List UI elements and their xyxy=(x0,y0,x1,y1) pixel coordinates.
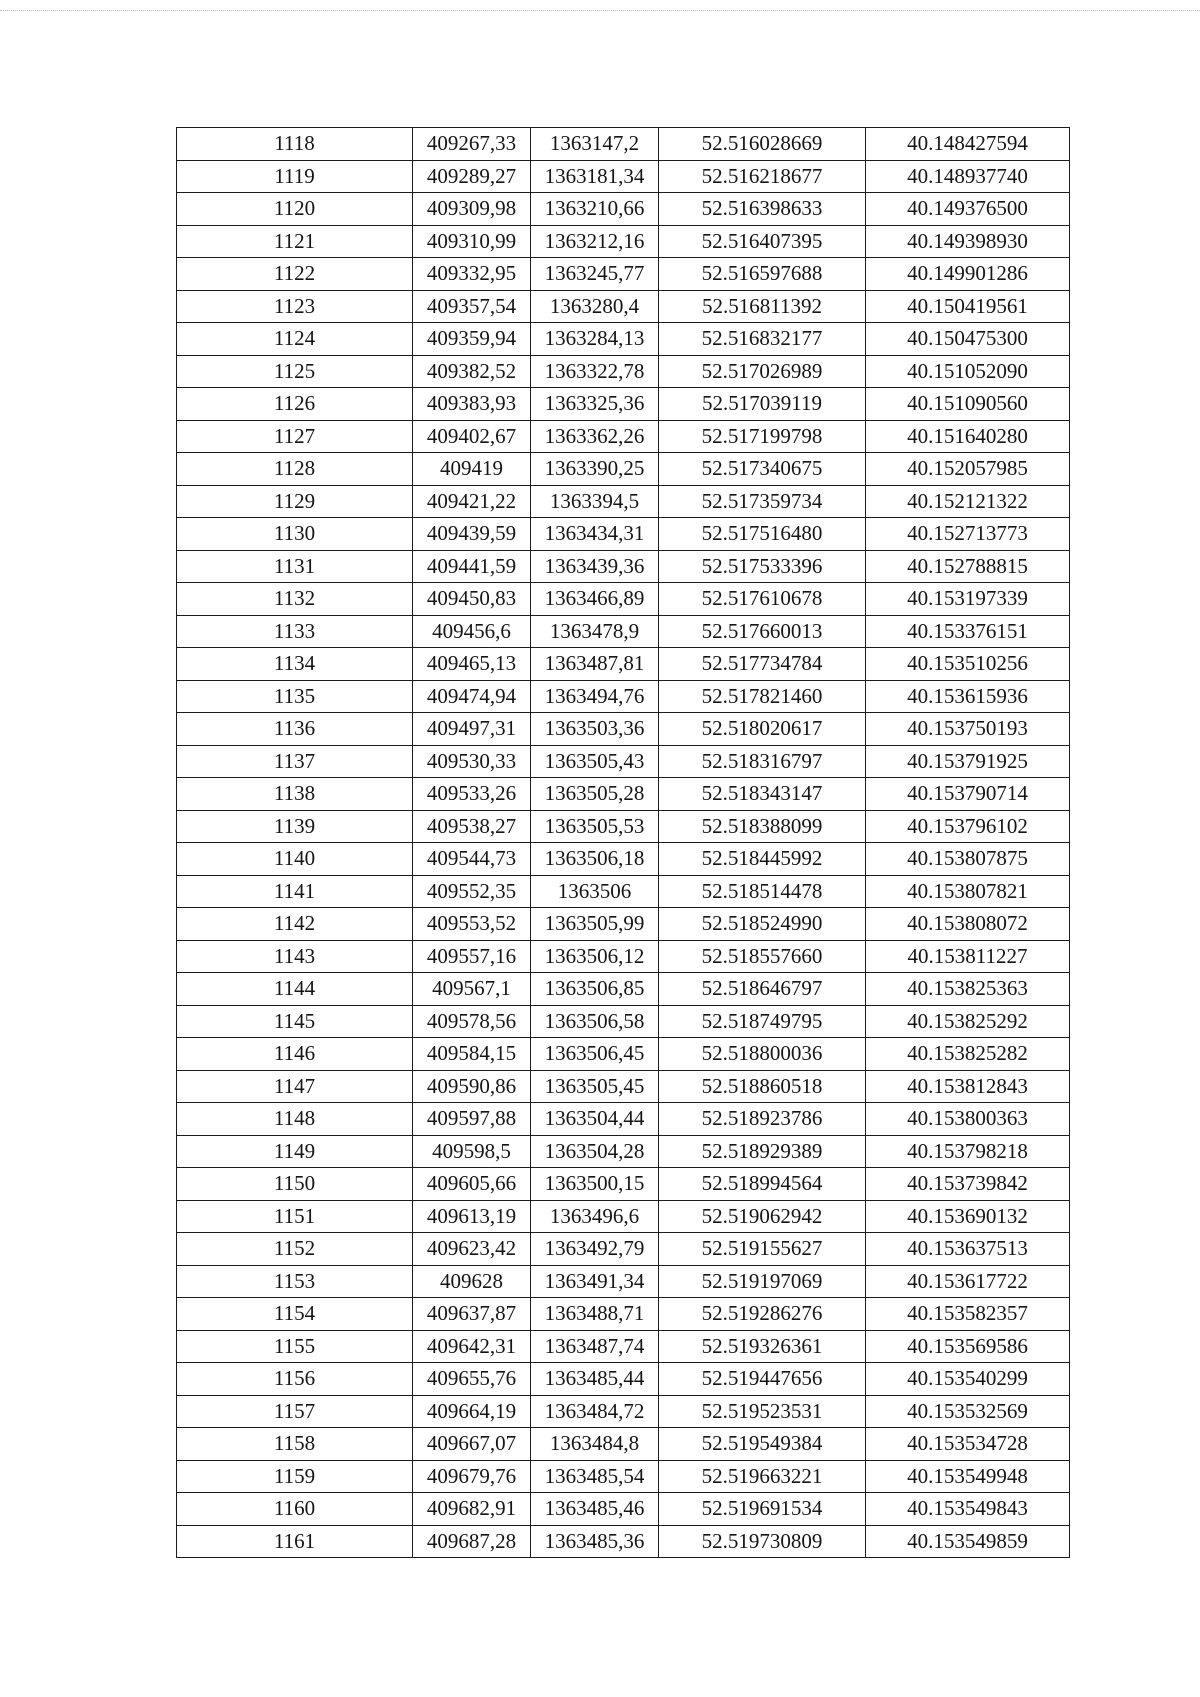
point-number-cell: 1151 xyxy=(177,1200,413,1233)
x-coordinate-cell: 409441,59 xyxy=(413,550,531,583)
longitude-cell: 40.153750193 xyxy=(866,713,1070,746)
point-number-cell: 1140 xyxy=(177,843,413,876)
point-number-cell: 1149 xyxy=(177,1135,413,1168)
point-number-cell: 1160 xyxy=(177,1493,413,1526)
longitude-cell: 40.153812843 xyxy=(866,1070,1070,1103)
longitude-cell: 40.150419561 xyxy=(866,290,1070,323)
y-coordinate-cell: 1363491,34 xyxy=(531,1265,659,1298)
table-row xyxy=(177,908,1070,941)
x-coordinate-cell: 409421,22 xyxy=(413,485,531,518)
table-row xyxy=(177,940,1070,973)
x-coordinate-cell: 409530,33 xyxy=(413,745,531,778)
point-number-cell: 1142 xyxy=(177,908,413,941)
point-number-cell: 1153 xyxy=(177,1265,413,1298)
y-coordinate-cell: 1363505,53 xyxy=(531,810,659,843)
latitude-cell: 52.518316797 xyxy=(659,745,866,778)
y-coordinate-cell: 1363434,31 xyxy=(531,518,659,551)
x-coordinate-cell: 409419 xyxy=(413,453,531,486)
latitude-cell: 52.519197069 xyxy=(659,1265,866,1298)
latitude-cell: 52.517199798 xyxy=(659,420,866,453)
latitude-cell: 52.518646797 xyxy=(659,973,866,1006)
longitude-cell: 40.152057985 xyxy=(866,453,1070,486)
latitude-cell: 52.516407395 xyxy=(659,225,866,258)
latitude-cell: 52.517610678 xyxy=(659,583,866,616)
table-row xyxy=(177,1330,1070,1363)
point-number-cell: 1146 xyxy=(177,1038,413,1071)
longitude-cell: 40.153197339 xyxy=(866,583,1070,616)
x-coordinate-cell: 409497,31 xyxy=(413,713,531,746)
x-coordinate-cell: 409553,52 xyxy=(413,908,531,941)
table-row xyxy=(177,1233,1070,1266)
longitude-cell: 40.153807875 xyxy=(866,843,1070,876)
latitude-cell: 52.518800036 xyxy=(659,1038,866,1071)
latitude-cell: 52.517340675 xyxy=(659,453,866,486)
table-row xyxy=(177,680,1070,713)
table-row xyxy=(177,648,1070,681)
latitude-cell: 52.518557660 xyxy=(659,940,866,973)
table-row xyxy=(177,1363,1070,1396)
point-number-cell: 1131 xyxy=(177,550,413,583)
y-coordinate-cell: 1363280,4 xyxy=(531,290,659,323)
longitude-cell: 40.153811227 xyxy=(866,940,1070,973)
table-row xyxy=(177,388,1070,421)
longitude-cell: 40.153825292 xyxy=(866,1005,1070,1038)
x-coordinate-cell: 409267,33 xyxy=(413,128,531,161)
y-coordinate-cell: 1363506,12 xyxy=(531,940,659,973)
point-number-cell: 1154 xyxy=(177,1298,413,1331)
latitude-cell: 52.518923786 xyxy=(659,1103,866,1136)
latitude-cell: 52.517533396 xyxy=(659,550,866,583)
point-number-cell: 1161 xyxy=(177,1525,413,1558)
latitude-cell: 52.517026989 xyxy=(659,355,866,388)
longitude-cell: 40.153825282 xyxy=(866,1038,1070,1071)
coordinates-table-body xyxy=(177,128,1070,1558)
latitude-cell: 52.519286276 xyxy=(659,1298,866,1331)
latitude-cell: 52.519523531 xyxy=(659,1395,866,1428)
x-coordinate-cell: 409402,67 xyxy=(413,420,531,453)
table-row xyxy=(177,1265,1070,1298)
longitude-cell: 40.151640280 xyxy=(866,420,1070,453)
longitude-cell: 40.148937740 xyxy=(866,160,1070,193)
latitude-cell: 52.518524990 xyxy=(659,908,866,941)
latitude-cell: 52.517660013 xyxy=(659,615,866,648)
table-row xyxy=(177,518,1070,551)
x-coordinate-cell: 409465,13 xyxy=(413,648,531,681)
table-row xyxy=(177,875,1070,908)
x-coordinate-cell: 409578,56 xyxy=(413,1005,531,1038)
point-number-cell: 1135 xyxy=(177,680,413,713)
point-number-cell: 1132 xyxy=(177,583,413,616)
y-coordinate-cell: 1363485,36 xyxy=(531,1525,659,1558)
point-number-cell: 1120 xyxy=(177,193,413,226)
longitude-cell: 40.153808072 xyxy=(866,908,1070,941)
table-row xyxy=(177,1428,1070,1461)
point-number-cell: 1124 xyxy=(177,323,413,356)
table-row xyxy=(177,550,1070,583)
longitude-cell: 40.153798218 xyxy=(866,1135,1070,1168)
table-row xyxy=(177,1493,1070,1526)
longitude-cell: 40.153549948 xyxy=(866,1460,1070,1493)
table-row xyxy=(177,1460,1070,1493)
table-row xyxy=(177,453,1070,486)
y-coordinate-cell: 1363181,34 xyxy=(531,160,659,193)
y-coordinate-cell: 1363487,81 xyxy=(531,648,659,681)
longitude-cell: 40.151052090 xyxy=(866,355,1070,388)
point-number-cell: 1136 xyxy=(177,713,413,746)
table-row xyxy=(177,1135,1070,1168)
longitude-cell: 40.153582357 xyxy=(866,1298,1070,1331)
point-number-cell: 1121 xyxy=(177,225,413,258)
longitude-cell: 40.149376500 xyxy=(866,193,1070,226)
table-row xyxy=(177,615,1070,648)
longitude-cell: 40.151090560 xyxy=(866,388,1070,421)
longitude-cell: 40.153800363 xyxy=(866,1103,1070,1136)
table-row xyxy=(177,1070,1070,1103)
latitude-cell: 52.517516480 xyxy=(659,518,866,551)
x-coordinate-cell: 409557,16 xyxy=(413,940,531,973)
table-row xyxy=(177,193,1070,226)
point-number-cell: 1157 xyxy=(177,1395,413,1428)
x-coordinate-cell: 409655,76 xyxy=(413,1363,531,1396)
x-coordinate-cell: 409598,5 xyxy=(413,1135,531,1168)
x-coordinate-cell: 409439,59 xyxy=(413,518,531,551)
x-coordinate-cell: 409590,86 xyxy=(413,1070,531,1103)
table-row xyxy=(177,583,1070,616)
longitude-cell: 40.153549843 xyxy=(866,1493,1070,1526)
point-number-cell: 1152 xyxy=(177,1233,413,1266)
y-coordinate-cell: 1363485,54 xyxy=(531,1460,659,1493)
point-number-cell: 1130 xyxy=(177,518,413,551)
point-number-cell: 1123 xyxy=(177,290,413,323)
longitude-cell: 40.153376151 xyxy=(866,615,1070,648)
y-coordinate-cell: 1363487,74 xyxy=(531,1330,659,1363)
x-coordinate-cell: 409538,27 xyxy=(413,810,531,843)
latitude-cell: 52.518445992 xyxy=(659,843,866,876)
x-coordinate-cell: 409667,07 xyxy=(413,1428,531,1461)
y-coordinate-cell: 1363322,78 xyxy=(531,355,659,388)
latitude-cell: 52.517821460 xyxy=(659,680,866,713)
latitude-cell: 52.518388099 xyxy=(659,810,866,843)
longitude-cell: 40.152788815 xyxy=(866,550,1070,583)
latitude-cell: 52.519155627 xyxy=(659,1233,866,1266)
y-coordinate-cell: 1363506,85 xyxy=(531,973,659,1006)
x-coordinate-cell: 409544,73 xyxy=(413,843,531,876)
y-coordinate-cell: 1363505,45 xyxy=(531,1070,659,1103)
y-coordinate-cell: 1363503,36 xyxy=(531,713,659,746)
point-number-cell: 1137 xyxy=(177,745,413,778)
latitude-cell: 52.518860518 xyxy=(659,1070,866,1103)
y-coordinate-cell: 1363492,79 xyxy=(531,1233,659,1266)
x-coordinate-cell: 409642,31 xyxy=(413,1330,531,1363)
table-row xyxy=(177,778,1070,811)
latitude-cell: 52.519326361 xyxy=(659,1330,866,1363)
latitude-cell: 52.518749795 xyxy=(659,1005,866,1038)
longitude-cell: 40.153796102 xyxy=(866,810,1070,843)
point-number-cell: 1128 xyxy=(177,453,413,486)
y-coordinate-cell: 1363390,25 xyxy=(531,453,659,486)
longitude-cell: 40.153790714 xyxy=(866,778,1070,811)
x-coordinate-cell: 409605,66 xyxy=(413,1168,531,1201)
table-row xyxy=(177,1395,1070,1428)
x-coordinate-cell: 409309,98 xyxy=(413,193,531,226)
x-coordinate-cell: 409552,35 xyxy=(413,875,531,908)
table-row xyxy=(177,1005,1070,1038)
table-row xyxy=(177,160,1070,193)
table-row xyxy=(177,258,1070,291)
latitude-cell: 52.516832177 xyxy=(659,323,866,356)
longitude-cell: 40.153569586 xyxy=(866,1330,1070,1363)
point-number-cell: 1139 xyxy=(177,810,413,843)
longitude-cell: 40.153534728 xyxy=(866,1428,1070,1461)
x-coordinate-cell: 409687,28 xyxy=(413,1525,531,1558)
y-coordinate-cell: 1363284,13 xyxy=(531,323,659,356)
longitude-cell: 40.153690132 xyxy=(866,1200,1070,1233)
table-row xyxy=(177,1525,1070,1558)
point-number-cell: 1155 xyxy=(177,1330,413,1363)
x-coordinate-cell: 409289,27 xyxy=(413,160,531,193)
y-coordinate-cell: 1363505,43 xyxy=(531,745,659,778)
y-coordinate-cell: 1363147,2 xyxy=(531,128,659,161)
y-coordinate-cell: 1363485,46 xyxy=(531,1493,659,1526)
x-coordinate-cell: 409623,42 xyxy=(413,1233,531,1266)
table-row xyxy=(177,713,1070,746)
table-row xyxy=(177,355,1070,388)
longitude-cell: 40.153825363 xyxy=(866,973,1070,1006)
x-coordinate-cell: 409450,83 xyxy=(413,583,531,616)
longitude-cell: 40.149398930 xyxy=(866,225,1070,258)
point-number-cell: 1159 xyxy=(177,1460,413,1493)
latitude-cell: 52.516597688 xyxy=(659,258,866,291)
y-coordinate-cell: 1363212,16 xyxy=(531,225,659,258)
y-coordinate-cell: 1363210,66 xyxy=(531,193,659,226)
table-row xyxy=(177,485,1070,518)
y-coordinate-cell: 1363505,28 xyxy=(531,778,659,811)
x-coordinate-cell: 409332,95 xyxy=(413,258,531,291)
point-number-cell: 1156 xyxy=(177,1363,413,1396)
latitude-cell: 52.519549384 xyxy=(659,1428,866,1461)
table-row xyxy=(177,745,1070,778)
longitude-cell: 40.149901286 xyxy=(866,258,1070,291)
latitude-cell: 52.518020617 xyxy=(659,713,866,746)
longitude-cell: 40.153510256 xyxy=(866,648,1070,681)
y-coordinate-cell: 1363494,76 xyxy=(531,680,659,713)
longitude-cell: 40.152713773 xyxy=(866,518,1070,551)
table-row xyxy=(177,128,1070,161)
y-coordinate-cell: 1363325,36 xyxy=(531,388,659,421)
x-coordinate-cell: 409310,99 xyxy=(413,225,531,258)
latitude-cell: 52.519730809 xyxy=(659,1525,866,1558)
longitude-cell: 40.153615936 xyxy=(866,680,1070,713)
y-coordinate-cell: 1363484,72 xyxy=(531,1395,659,1428)
latitude-cell: 52.518343147 xyxy=(659,778,866,811)
point-number-cell: 1141 xyxy=(177,875,413,908)
x-coordinate-cell: 409664,19 xyxy=(413,1395,531,1428)
point-number-cell: 1138 xyxy=(177,778,413,811)
point-number-cell: 1158 xyxy=(177,1428,413,1461)
y-coordinate-cell: 1363485,44 xyxy=(531,1363,659,1396)
latitude-cell: 52.519663221 xyxy=(659,1460,866,1493)
latitude-cell: 52.517359734 xyxy=(659,485,866,518)
x-coordinate-cell: 409584,15 xyxy=(413,1038,531,1071)
x-coordinate-cell: 409382,52 xyxy=(413,355,531,388)
table-row xyxy=(177,420,1070,453)
y-coordinate-cell: 1363439,36 xyxy=(531,550,659,583)
x-coordinate-cell: 409474,94 xyxy=(413,680,531,713)
x-coordinate-cell: 409533,26 xyxy=(413,778,531,811)
point-number-cell: 1150 xyxy=(177,1168,413,1201)
x-coordinate-cell: 409682,91 xyxy=(413,1493,531,1526)
coordinates-table xyxy=(176,127,1070,1558)
point-number-cell: 1134 xyxy=(177,648,413,681)
x-coordinate-cell: 409567,1 xyxy=(413,973,531,1006)
longitude-cell: 40.153791925 xyxy=(866,745,1070,778)
x-coordinate-cell: 409383,93 xyxy=(413,388,531,421)
longitude-cell: 40.153637513 xyxy=(866,1233,1070,1266)
y-coordinate-cell: 1363500,15 xyxy=(531,1168,659,1201)
y-coordinate-cell: 1363496,6 xyxy=(531,1200,659,1233)
latitude-cell: 52.516811392 xyxy=(659,290,866,323)
y-coordinate-cell: 1363466,89 xyxy=(531,583,659,616)
longitude-cell: 40.153540299 xyxy=(866,1363,1070,1396)
x-coordinate-cell: 409357,54 xyxy=(413,290,531,323)
point-number-cell: 1133 xyxy=(177,615,413,648)
point-number-cell: 1122 xyxy=(177,258,413,291)
table-row xyxy=(177,1200,1070,1233)
y-coordinate-cell: 1363245,77 xyxy=(531,258,659,291)
y-coordinate-cell: 1363394,5 xyxy=(531,485,659,518)
latitude-cell: 52.517734784 xyxy=(659,648,866,681)
latitude-cell: 52.519447656 xyxy=(659,1363,866,1396)
y-coordinate-cell: 1363504,28 xyxy=(531,1135,659,1168)
point-number-cell: 1148 xyxy=(177,1103,413,1136)
latitude-cell: 52.516218677 xyxy=(659,160,866,193)
longitude-cell: 40.153532569 xyxy=(866,1395,1070,1428)
x-coordinate-cell: 409613,19 xyxy=(413,1200,531,1233)
latitude-cell: 52.518514478 xyxy=(659,875,866,908)
longitude-cell: 40.153807821 xyxy=(866,875,1070,908)
table-row xyxy=(177,290,1070,323)
x-coordinate-cell: 409679,76 xyxy=(413,1460,531,1493)
latitude-cell: 52.519691534 xyxy=(659,1493,866,1526)
y-coordinate-cell: 1363506,58 xyxy=(531,1005,659,1038)
point-number-cell: 1147 xyxy=(177,1070,413,1103)
y-coordinate-cell: 1363362,26 xyxy=(531,420,659,453)
latitude-cell: 52.518929389 xyxy=(659,1135,866,1168)
y-coordinate-cell: 1363488,71 xyxy=(531,1298,659,1331)
y-coordinate-cell: 1363506 xyxy=(531,875,659,908)
x-coordinate-cell: 409359,94 xyxy=(413,323,531,356)
table-row xyxy=(177,323,1070,356)
point-number-cell: 1119 xyxy=(177,160,413,193)
point-number-cell: 1143 xyxy=(177,940,413,973)
point-number-cell: 1145 xyxy=(177,1005,413,1038)
point-number-cell: 1126 xyxy=(177,388,413,421)
y-coordinate-cell: 1363506,45 xyxy=(531,1038,659,1071)
table-row xyxy=(177,1038,1070,1071)
point-number-cell: 1127 xyxy=(177,420,413,453)
table-row xyxy=(177,810,1070,843)
y-coordinate-cell: 1363505,99 xyxy=(531,908,659,941)
longitude-cell: 40.153739842 xyxy=(866,1168,1070,1201)
x-coordinate-cell: 409456,6 xyxy=(413,615,531,648)
point-number-cell: 1125 xyxy=(177,355,413,388)
longitude-cell: 40.153617722 xyxy=(866,1265,1070,1298)
y-coordinate-cell: 1363484,8 xyxy=(531,1428,659,1461)
table-row xyxy=(177,973,1070,1006)
table-row xyxy=(177,1103,1070,1136)
latitude-cell: 52.518994564 xyxy=(659,1168,866,1201)
point-number-cell: 1129 xyxy=(177,485,413,518)
latitude-cell: 52.519062942 xyxy=(659,1200,866,1233)
table-row xyxy=(177,1298,1070,1331)
x-coordinate-cell: 409628 xyxy=(413,1265,531,1298)
x-coordinate-cell: 409597,88 xyxy=(413,1103,531,1136)
latitude-cell: 52.517039119 xyxy=(659,388,866,421)
y-coordinate-cell: 1363504,44 xyxy=(531,1103,659,1136)
table-row xyxy=(177,1168,1070,1201)
table-row xyxy=(177,225,1070,258)
point-number-cell: 1118 xyxy=(177,128,413,161)
longitude-cell: 40.148427594 xyxy=(866,128,1070,161)
point-number-cell: 1144 xyxy=(177,973,413,1006)
latitude-cell: 52.516398633 xyxy=(659,193,866,226)
scan-edge-line xyxy=(0,10,1200,11)
latitude-cell: 52.516028669 xyxy=(659,128,866,161)
table-row xyxy=(177,843,1070,876)
longitude-cell: 40.153549859 xyxy=(866,1525,1070,1558)
y-coordinate-cell: 1363478,9 xyxy=(531,615,659,648)
x-coordinate-cell: 409637,87 xyxy=(413,1298,531,1331)
y-coordinate-cell: 1363506,18 xyxy=(531,843,659,876)
longitude-cell: 40.150475300 xyxy=(866,323,1070,356)
longitude-cell: 40.152121322 xyxy=(866,485,1070,518)
